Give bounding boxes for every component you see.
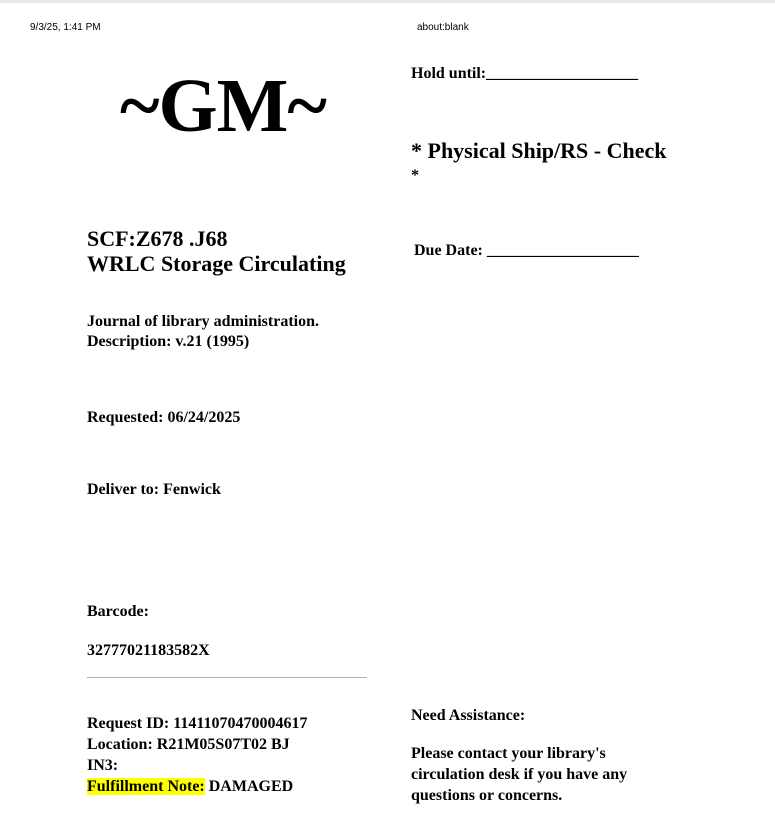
slip-logo: ~GM~ — [120, 64, 326, 148]
location-name: WRLC Storage Circulating — [87, 251, 346, 276]
asterisk-mark: * — [411, 167, 419, 184]
fulfillment-note-label: Fulfillment Note: — [87, 778, 205, 795]
in3-label: IN3: — [87, 757, 119, 774]
barcode-label: Barcode: — [87, 603, 149, 620]
fulfillment-note — [87, 776, 293, 797]
physical-ship-check: * Physical Ship/RS - Check — [411, 138, 667, 163]
page-top-border — [0, 0, 775, 3]
requested-date: Requested: 06/24/2025 — [87, 409, 241, 426]
divider-rule — [87, 677, 367, 678]
request-id: Request ID: 11411070470004617 — [87, 715, 308, 732]
call-number: SCF:Z678 .J68 — [87, 226, 228, 251]
deliver-to: Deliver to: Fenwick — [87, 481, 221, 498]
due-date: Due Date: ___________________ — [414, 242, 639, 259]
assistance-line-1: Please contact your library's — [411, 745, 606, 762]
assistance-line-3: questions or concerns. — [411, 787, 563, 804]
print-datetime: 9/3/25, 1:41 PM — [30, 22, 101, 33]
item-title: Journal of library administration. — [87, 313, 320, 330]
assistance-heading: Need Assistance: — [411, 707, 526, 724]
hold-until: Hold until:___________________ — [411, 65, 639, 82]
fulfillment-note-value: DAMAGED — [204, 778, 294, 795]
print-url: about:blank — [417, 22, 469, 33]
item-location: Location: R21M05S07T02 BJ — [87, 736, 290, 753]
barcode-value: 32777021183582X — [87, 642, 210, 659]
assistance-line-2: circulation desk if you have any — [411, 766, 628, 783]
item-description: Description: v.21 (1995) — [87, 333, 250, 350]
